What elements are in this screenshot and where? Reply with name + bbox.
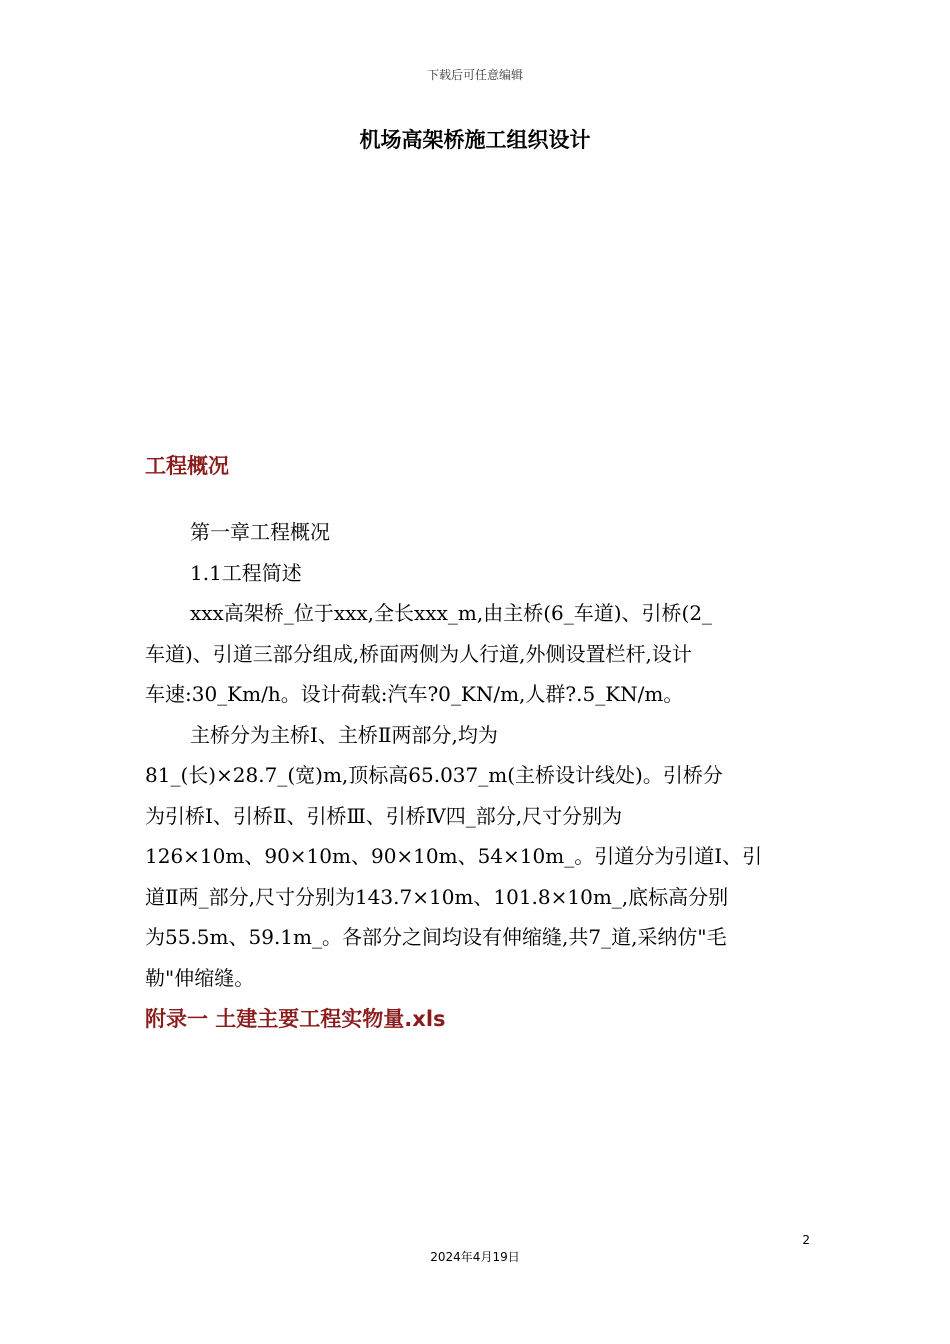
subsection-title: 1.1工程简述 <box>190 560 302 585</box>
document-title: 机场高架桥施工组织设计 <box>359 128 591 152</box>
paragraph-line: 道Ⅱ两_部分,尺寸分别为143.7×10m、101.8×10m_,底标高分别 <box>145 884 729 909</box>
paragraph-line: 车速:30_Km/h。设计荷载:汽车?0_KN/m,人群?.5_KN/m。 <box>145 682 684 706</box>
paragraph-line: 为55.5m、59.1m_。各部分之间均设有伸缩缝,共7_道,采纳仿"毛 <box>145 925 727 949</box>
page-header: 下载后可任意编辑 <box>426 68 523 82</box>
paragraph-line: 81_(长)×28.7_(宽)m,顶标高65.037_m(主桥设计线处)。引桥分 <box>145 763 723 787</box>
page-number: 2 <box>802 1233 810 1247</box>
section-heading: 工程概况 <box>145 454 229 478</box>
appendix-link[interactable]: 附录一 土建主要工程实物量.xls <box>145 1007 446 1031</box>
paragraph-line: 为引桥Ⅰ、引桥Ⅱ、引桥Ⅲ、引桥Ⅳ四_部分,尺寸分别为 <box>145 803 623 828</box>
paragraph-line: 勒"伸缩缝。 <box>145 965 255 990</box>
paragraph-line: 126×10m、90×10m、90×10m、54×10m_。引道分为引道Ⅰ、引 <box>145 844 763 868</box>
chapter-title: 第一章工程概况 <box>190 520 330 544</box>
footer-date: 2024年4月19日 <box>430 1250 520 1264</box>
paragraph-line: xxx高架桥_位于xxx,全长xxx_m,由主桥(6_车道)、引桥(2_ <box>190 601 713 625</box>
body-text <box>145 512 807 998</box>
paragraph-line: 主桥分为主桥Ⅰ、主桥Ⅱ两部分,均为 <box>190 722 498 747</box>
paragraph-line: 车道)、引道三部分组成,桥面两侧为人行道,外侧设置栏杆,设计 <box>145 641 692 666</box>
